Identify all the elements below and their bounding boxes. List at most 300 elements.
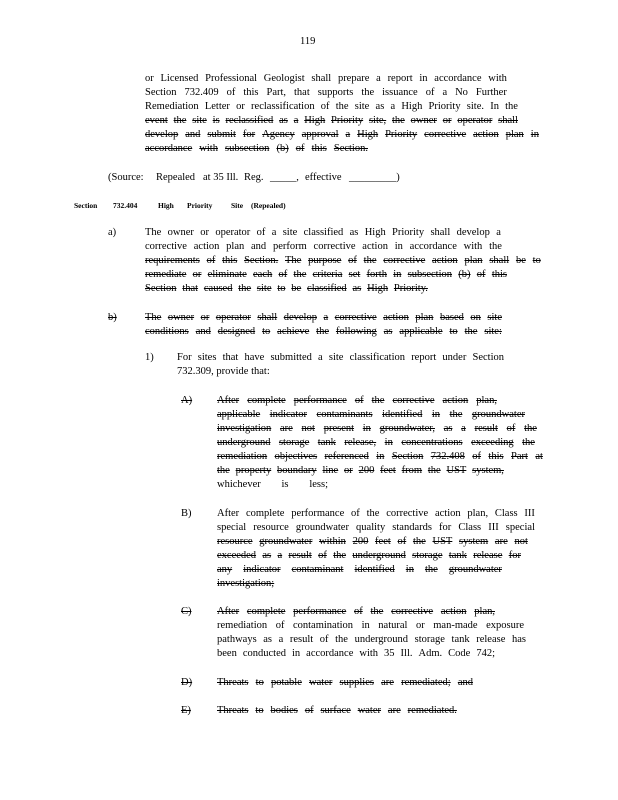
- word: indicator: [269, 409, 308, 420]
- word: as: [375, 101, 385, 112]
- word: or: [192, 269, 202, 280]
- word: In: [490, 101, 499, 112]
- intro-line-4: [145, 114, 518, 127]
- word: develop: [145, 129, 179, 140]
- word: 35: [384, 648, 395, 659]
- word: result: [288, 550, 312, 561]
- word: water: [309, 677, 333, 688]
- word: After: [217, 508, 240, 519]
- word: are: [494, 536, 508, 547]
- para-b-line-1: [145, 311, 502, 324]
- word: Class: [494, 508, 518, 519]
- word: site.: [466, 101, 485, 112]
- sub-a-line-5: [217, 450, 543, 463]
- word: to: [255, 677, 264, 688]
- sub-e-text: [217, 704, 457, 717]
- word: the: [392, 115, 405, 126]
- word: for: [508, 550, 521, 561]
- para-b-line-2: [145, 325, 502, 338]
- word: and: [185, 129, 201, 140]
- word: the: [173, 115, 187, 126]
- word: a: [390, 101, 396, 112]
- word: be: [291, 283, 302, 294]
- word: applicable: [217, 409, 261, 420]
- word: develop: [456, 227, 490, 238]
- word: as: [349, 227, 359, 238]
- word: the: [371, 395, 385, 406]
- word: of: [506, 423, 516, 434]
- word: issuance: [382, 87, 418, 98]
- word: UST: [432, 536, 453, 547]
- word: perform: [272, 241, 307, 252]
- word: tank: [317, 437, 336, 448]
- word: feet: [380, 465, 396, 476]
- sub-c-line-1: [217, 605, 495, 618]
- word: action: [383, 312, 409, 323]
- word: underground: [217, 437, 271, 448]
- word: a: [345, 129, 351, 140]
- word: of: [275, 620, 285, 631]
- word: this: [222, 255, 238, 266]
- word: this: [488, 451, 504, 462]
- intro-line-3: [145, 100, 518, 113]
- word: boundary: [277, 465, 317, 476]
- word: Section.: [244, 255, 279, 266]
- word: identified: [382, 409, 423, 420]
- word: conducted: [242, 648, 286, 659]
- word: with: [199, 143, 218, 154]
- word: Geologist: [263, 73, 305, 84]
- word: any: [217, 564, 233, 575]
- word: a: [277, 550, 283, 561]
- word: classified: [307, 283, 347, 294]
- word: corrective: [386, 508, 429, 519]
- word: for: [242, 129, 256, 140]
- word: a: [496, 227, 501, 238]
- word: or: [200, 312, 210, 323]
- word: 742;: [476, 648, 495, 659]
- word: on: [470, 312, 481, 323]
- word: Adm.: [418, 648, 443, 659]
- word: Part: [511, 451, 528, 462]
- word: corrective: [313, 241, 356, 252]
- word: in: [431, 409, 441, 420]
- source-at: at 35 Ill.: [203, 172, 239, 183]
- word: Agency: [262, 129, 295, 140]
- word: to: [262, 326, 271, 337]
- section-title-repealed: (Repealed): [251, 201, 286, 210]
- word: Section: [145, 87, 177, 98]
- sub-a-line-6: [217, 464, 504, 477]
- word: site: [354, 101, 370, 112]
- word: Section: [391, 451, 424, 462]
- word: at: [535, 451, 543, 462]
- word: of: [320, 101, 330, 112]
- word: corrective: [334, 312, 377, 323]
- word: 200: [352, 536, 369, 547]
- word: storage: [278, 437, 310, 448]
- word: in: [393, 269, 402, 280]
- sub-c-label: C): [181, 606, 192, 617]
- word: as: [383, 326, 393, 337]
- word: as: [279, 115, 288, 126]
- word: and: [251, 241, 267, 252]
- para-a-line-3: [145, 254, 541, 267]
- sub-a-line-3: [217, 422, 537, 435]
- word: or: [145, 73, 154, 84]
- word: potable: [270, 677, 302, 688]
- word: the: [424, 564, 438, 575]
- word: complete: [245, 508, 285, 519]
- word: remediated;: [401, 677, 451, 688]
- intro-line-1: [145, 72, 507, 85]
- word: in: [530, 129, 539, 140]
- sub-b-line-5: [217, 563, 502, 576]
- word: groundwater: [259, 536, 313, 547]
- word: achieve: [277, 326, 310, 337]
- word: the: [427, 465, 441, 476]
- item-1-line-2: 732.309, provide that:: [177, 366, 270, 377]
- word: in: [384, 437, 393, 448]
- word: Further: [475, 87, 507, 98]
- word: not: [301, 423, 315, 434]
- word: of: [348, 255, 357, 266]
- source-reg: Reg.: [244, 172, 264, 183]
- word: a: [293, 115, 299, 126]
- word: accordance: [409, 241, 457, 252]
- word: Part,: [266, 87, 287, 98]
- word: of: [351, 508, 360, 519]
- sub-d-label: D): [181, 677, 193, 688]
- word: surface: [320, 705, 351, 716]
- word: in: [361, 620, 370, 631]
- word: whichever: [217, 479, 261, 490]
- word: underground: [354, 634, 409, 645]
- sub-c-line-4: [217, 647, 495, 660]
- para-b-label: b): [108, 312, 117, 323]
- word: shall: [311, 73, 332, 84]
- word: that: [182, 283, 199, 294]
- word: accordance: [434, 73, 482, 84]
- word: classified: [303, 227, 344, 238]
- section-title-high: High: [158, 201, 174, 210]
- word: (b): [276, 143, 289, 154]
- word: supports: [317, 87, 354, 98]
- word: identified: [354, 564, 395, 575]
- word: this: [311, 143, 327, 154]
- word: remediate: [145, 269, 187, 280]
- word: with: [488, 73, 507, 84]
- word: investigation: [217, 423, 272, 434]
- section-number: 732.404: [113, 201, 138, 210]
- word: action: [442, 395, 469, 406]
- word: or: [415, 620, 425, 631]
- word: of: [476, 269, 486, 280]
- word: with: [463, 241, 483, 252]
- word: have: [244, 352, 265, 363]
- word: High: [304, 115, 326, 126]
- word: III: [524, 508, 535, 519]
- word: the: [335, 634, 348, 645]
- word: exceeding: [471, 437, 514, 448]
- word: special: [217, 522, 247, 533]
- word: the: [293, 269, 307, 280]
- section-title-site: Site: [231, 201, 244, 210]
- word: be: [515, 255, 526, 266]
- word: 732.408: [430, 451, 465, 462]
- word: Professional: [205, 73, 258, 84]
- word: less;: [309, 479, 328, 490]
- word: of: [226, 87, 236, 98]
- word: event: [145, 115, 168, 126]
- word: corrective: [392, 395, 435, 406]
- word: 732.409: [184, 87, 219, 98]
- word: or: [236, 101, 245, 112]
- sub-b-line-4: [217, 549, 521, 562]
- word: performance: [293, 395, 347, 406]
- word: as: [352, 283, 362, 294]
- word: action: [473, 129, 499, 140]
- para-a-line-1: [145, 226, 501, 239]
- word: accordance: [306, 648, 354, 659]
- word: plan: [505, 129, 524, 140]
- word: remediation: [217, 451, 268, 462]
- word: remediation: [217, 620, 268, 631]
- source-open: (Source:: [108, 172, 144, 183]
- word: are: [279, 423, 293, 434]
- word: within: [319, 536, 346, 547]
- sub-a-line-4: [217, 436, 535, 449]
- word: in: [394, 241, 403, 252]
- word: operator: [215, 227, 251, 238]
- sub-b-line-3: [217, 535, 528, 548]
- sub-e-label: E): [181, 705, 191, 716]
- word: the: [333, 550, 347, 561]
- intro-line-5: [145, 128, 539, 141]
- word: of: [295, 143, 305, 154]
- word: plan: [226, 241, 245, 252]
- word: performance: [291, 508, 345, 519]
- word: Threats: [217, 677, 249, 688]
- word: site,: [368, 115, 387, 126]
- word: a: [461, 423, 466, 434]
- word: exceeded: [217, 550, 257, 561]
- word: man-made: [433, 620, 478, 631]
- word: storage: [414, 634, 445, 645]
- word: the: [522, 437, 535, 448]
- word: a: [442, 87, 448, 98]
- word: for: [439, 522, 452, 533]
- page-number: 119: [300, 36, 316, 47]
- word: bodies: [270, 705, 298, 716]
- word: Licensed: [160, 73, 199, 84]
- source-repealed: Repealed: [156, 172, 196, 183]
- word: shall: [430, 227, 451, 238]
- word: subsection: [407, 269, 453, 280]
- word: not: [514, 536, 528, 547]
- word: resource: [217, 536, 253, 547]
- word: of: [397, 536, 407, 547]
- word: in: [405, 564, 414, 575]
- word: action: [362, 241, 388, 252]
- word: Remediation: [145, 101, 199, 112]
- word: the: [370, 606, 384, 617]
- para-a-line-5: [145, 282, 428, 295]
- word: owner: [410, 115, 437, 126]
- word: contaminant: [291, 564, 344, 575]
- word: subsection: [225, 143, 270, 154]
- word: referenced: [324, 451, 369, 462]
- word: resource: [253, 522, 289, 533]
- word: a: [376, 73, 381, 84]
- word: Priority: [428, 101, 461, 112]
- word: No: [455, 87, 468, 98]
- word: prepare: [337, 73, 370, 84]
- word: The: [145, 312, 162, 323]
- word: For: [177, 352, 192, 363]
- word: III: [488, 522, 499, 533]
- sub-b-line-2: [217, 521, 535, 534]
- sub-b-line-1: [217, 507, 535, 520]
- word: 200: [358, 465, 375, 476]
- para-a-line-2: [145, 240, 502, 253]
- word: purpose: [308, 255, 342, 266]
- word: this: [243, 87, 259, 98]
- word: are: [387, 705, 401, 716]
- word: operator: [457, 115, 493, 126]
- word: the: [524, 423, 537, 434]
- word: the: [412, 536, 426, 547]
- word: line: [322, 465, 339, 476]
- word: in: [362, 423, 371, 434]
- word: complete: [247, 395, 286, 406]
- word: of: [354, 395, 364, 406]
- word: remediated.: [407, 705, 457, 716]
- word: system: [459, 536, 489, 547]
- word: that: [294, 87, 310, 98]
- word: eliminate: [207, 269, 247, 280]
- source-blank-1: _____,: [270, 172, 299, 183]
- word: to: [449, 326, 458, 337]
- word: After: [217, 606, 240, 617]
- word: shall: [498, 115, 518, 126]
- section-title-priority: Priority: [187, 201, 213, 210]
- word: that: [222, 352, 239, 363]
- word: the: [361, 87, 375, 98]
- word: is: [212, 115, 220, 126]
- word: action: [432, 255, 458, 266]
- word: feet: [375, 536, 391, 547]
- sub-a-line-7: [217, 478, 328, 491]
- word: of: [278, 269, 288, 280]
- word: a: [271, 227, 277, 238]
- word: result: [289, 634, 314, 645]
- word: in: [419, 73, 428, 84]
- word: site: [192, 115, 207, 126]
- word: site:: [484, 326, 502, 337]
- word: Class: [458, 522, 482, 533]
- item-1-line-1: [177, 351, 504, 364]
- word: based: [439, 312, 464, 323]
- word: release: [473, 550, 503, 561]
- word: Priority: [331, 115, 364, 126]
- word: Threats: [217, 705, 249, 716]
- word: shall: [489, 255, 510, 266]
- word: groundwater: [471, 409, 525, 420]
- intro-line-2: [145, 86, 507, 99]
- word: forth: [366, 269, 387, 280]
- word: Section: [145, 283, 177, 294]
- word: of: [319, 634, 329, 645]
- word: Priority: [392, 227, 425, 238]
- word: The: [284, 255, 302, 266]
- word: High: [364, 227, 386, 238]
- intro-line-6: [145, 142, 368, 155]
- word: complete: [246, 606, 286, 617]
- word: underground: [352, 550, 406, 561]
- word: release: [476, 634, 506, 645]
- word: plan,: [474, 606, 495, 617]
- word: pathways: [217, 634, 257, 645]
- word: Section.: [333, 143, 368, 154]
- word: standards: [392, 522, 432, 533]
- word: release,: [344, 437, 377, 448]
- sub-a-label: A): [181, 395, 193, 406]
- word: each: [253, 269, 273, 280]
- word: plan: [415, 312, 434, 323]
- word: result: [474, 423, 498, 434]
- word: criteria: [312, 269, 343, 280]
- word: After: [217, 395, 240, 406]
- word: performance: [293, 606, 347, 617]
- word: site: [487, 312, 502, 323]
- word: of: [354, 606, 363, 617]
- word: groundwater: [448, 564, 502, 575]
- word: tank: [448, 550, 467, 561]
- word: High: [357, 129, 379, 140]
- word: the: [489, 241, 502, 252]
- word: contamination: [292, 620, 354, 631]
- word: of: [318, 550, 327, 561]
- word: owner: [167, 312, 195, 323]
- word: High: [401, 101, 423, 112]
- word: corrective: [145, 241, 187, 252]
- word: Letter: [204, 101, 230, 112]
- word: plan,: [476, 395, 497, 406]
- word: as: [262, 550, 272, 561]
- section-label: Section: [74, 201, 98, 210]
- word: and: [457, 677, 473, 688]
- word: in: [291, 648, 301, 659]
- para-a-line-4: [145, 268, 507, 281]
- word: designed: [217, 326, 256, 337]
- word: or: [442, 115, 452, 126]
- word: the: [464, 326, 478, 337]
- word: as: [263, 634, 273, 645]
- word: site: [328, 352, 344, 363]
- word: approval: [301, 129, 339, 140]
- sub-c-line-2: [217, 619, 524, 632]
- word: to: [532, 255, 541, 266]
- word: corrective: [424, 129, 467, 140]
- word: action: [440, 606, 467, 617]
- word: set: [348, 269, 361, 280]
- word: property: [235, 465, 272, 476]
- word: action: [193, 241, 220, 252]
- sub-d-text: [217, 676, 473, 689]
- word: corrective: [383, 255, 426, 266]
- word: plan: [464, 255, 483, 266]
